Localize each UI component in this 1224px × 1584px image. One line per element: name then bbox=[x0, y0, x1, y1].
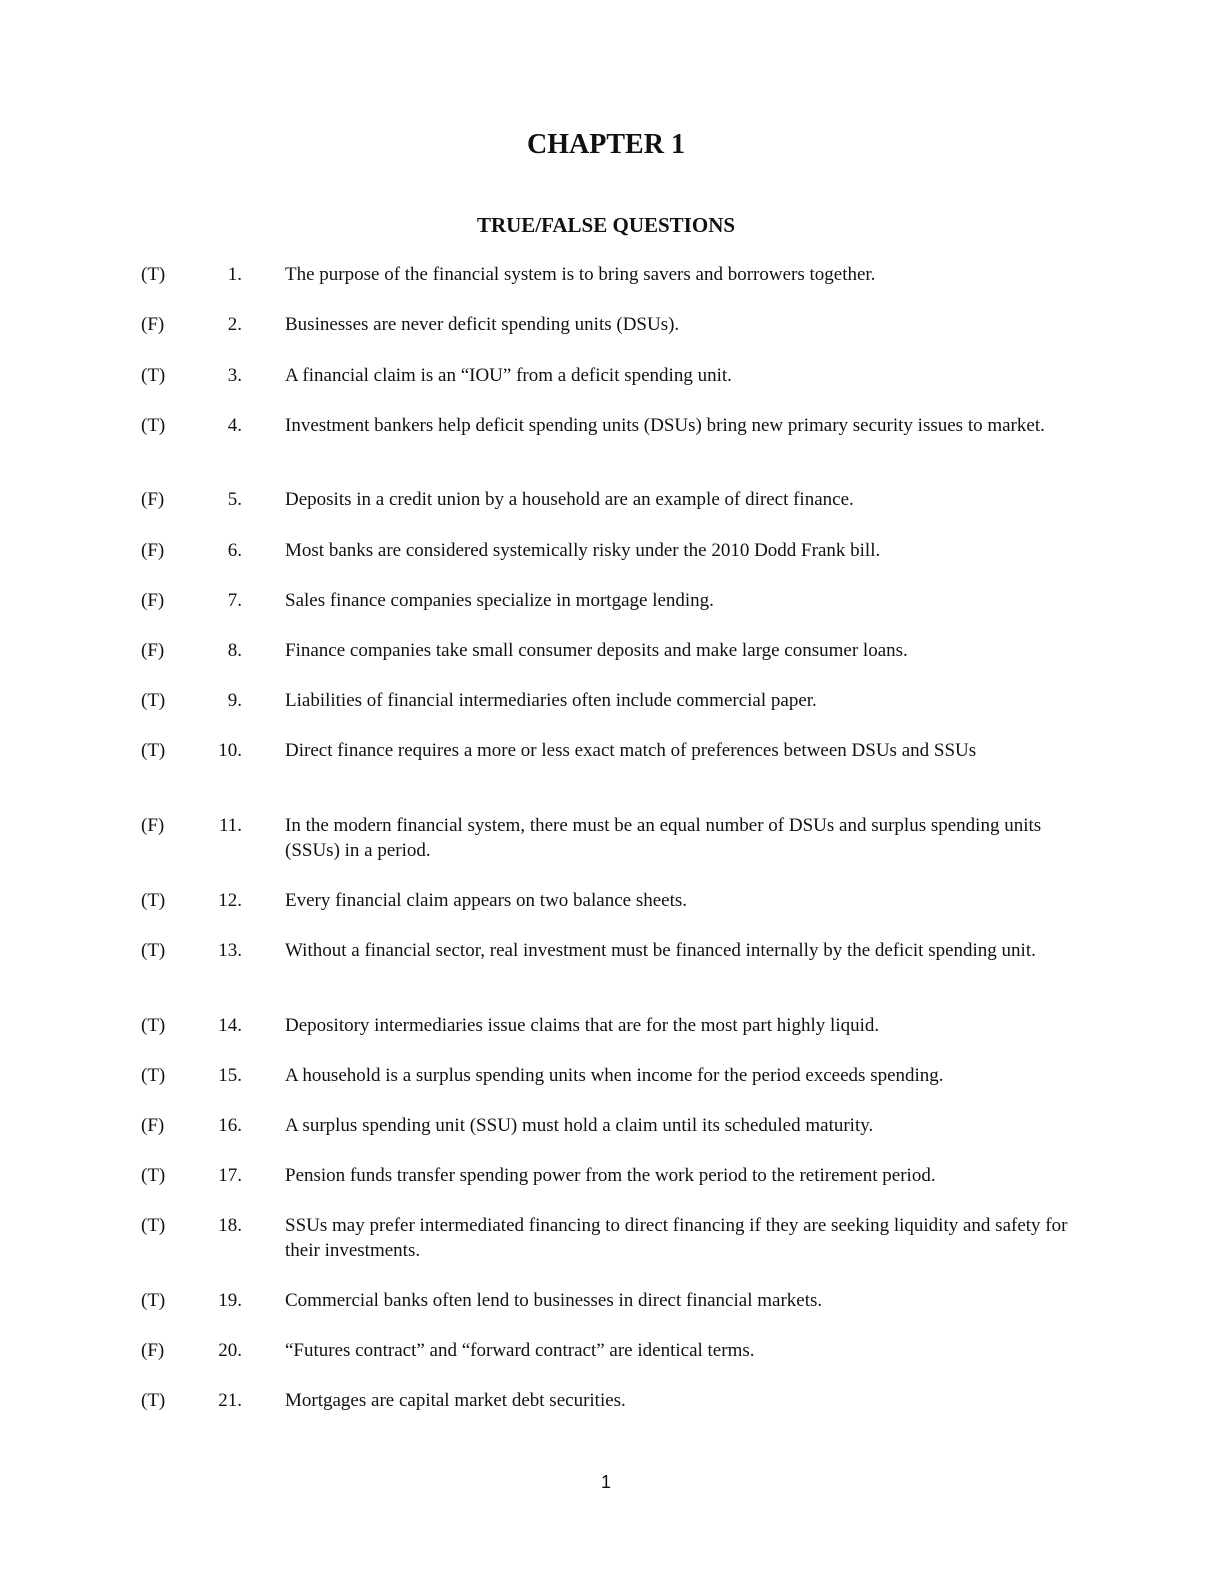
question-answer: (F) bbox=[141, 489, 165, 510]
question-number: 5. bbox=[227, 489, 242, 510]
question-text: Deposits in a credit union by a household are an example of direct finance. bbox=[285, 489, 854, 510]
question-answer: (F) bbox=[141, 1340, 165, 1361]
question-answer: (F) bbox=[141, 540, 165, 561]
question-number: 17. bbox=[218, 1165, 242, 1186]
question-number: 13. bbox=[218, 940, 242, 961]
question-answer: (T) bbox=[141, 415, 166, 436]
question-number: 21. bbox=[218, 1390, 242, 1411]
question-answer: (F) bbox=[141, 590, 165, 611]
question-number: 20. bbox=[218, 1340, 242, 1361]
question-answer: (T) bbox=[141, 365, 166, 386]
question-number: 4. bbox=[227, 415, 242, 436]
chapter-title: CHAPTER 1 bbox=[527, 129, 685, 160]
question-text: In the modern financial system, there must be an equal number of DSUs and surplus spending units (SSUs) in a period. bbox=[285, 815, 1042, 861]
question-text: Most banks are considered systemically risky under the 2010 Dodd Frank bill. bbox=[285, 540, 881, 561]
question-text: A financial claim is an “IOU” from a deficit spending unit. bbox=[285, 365, 732, 386]
question-text: Commercial banks often lend to businesses in direct financial markets. bbox=[285, 1290, 823, 1311]
question-text: A household is a surplus spending units when income for the period exceeds spending. bbox=[285, 1065, 944, 1086]
question-text: Liabilities of financial intermediaries often include commercial paper. bbox=[285, 690, 817, 711]
question-answer: (T) bbox=[141, 890, 166, 911]
question-text: Direct finance requires a more or less exact match of preferences between DSUs and SSUs bbox=[285, 740, 977, 761]
question-number: 3. bbox=[227, 365, 242, 386]
question-answer: (T) bbox=[141, 690, 166, 711]
question-text: Investment bankers help deficit spending units (DSUs) bring new primary security issues to market. bbox=[285, 415, 1045, 436]
question-text: The purpose of the financial system is to bring savers and borrowers together. bbox=[285, 264, 876, 285]
question-text: Depository intermediaries issue claims that are for the most part highly liquid. bbox=[285, 1015, 880, 1036]
question-number: 11. bbox=[218, 815, 242, 836]
question-answer: (T) bbox=[141, 1065, 166, 1086]
question-number: 15. bbox=[218, 1065, 242, 1086]
question-text: Finance companies take small consumer deposits and make large consumer loans. bbox=[285, 640, 908, 661]
question-number: 9. bbox=[227, 690, 242, 711]
question-number: 16. bbox=[218, 1115, 242, 1136]
question-text: Without a financial sector, real investment must be financed internally by the deficit spending unit. bbox=[285, 940, 1036, 961]
question-answer: (T) bbox=[141, 1290, 166, 1311]
question-number: 7. bbox=[227, 590, 242, 611]
question-answer: (T) bbox=[141, 740, 166, 761]
question-text: Businesses are never deficit spending units (DSUs). bbox=[285, 314, 680, 335]
question-answer: (T) bbox=[141, 1390, 166, 1411]
question-number: 19. bbox=[218, 1290, 242, 1311]
question-answer: (T) bbox=[141, 1015, 166, 1036]
question-number: 2. bbox=[227, 314, 242, 335]
question-text: A surplus spending unit (SSU) must hold a claim until its scheduled maturity. bbox=[285, 1115, 874, 1136]
question-answer: (T) bbox=[141, 1215, 166, 1236]
question-answer: (F) bbox=[141, 1115, 165, 1136]
question-answer: (T) bbox=[141, 264, 166, 285]
question-answer: (F) bbox=[141, 815, 165, 836]
question-number: 10. bbox=[218, 740, 242, 761]
page-number: 1 bbox=[600, 1472, 611, 1492]
question-text: “Futures contract” and “forward contract” are identical terms. bbox=[285, 1340, 755, 1361]
question-number: 8. bbox=[227, 640, 242, 661]
question-answer: (T) bbox=[141, 1165, 166, 1186]
question-answer: (T) bbox=[141, 940, 166, 961]
question-number: 14. bbox=[218, 1015, 242, 1036]
section-title: TRUE/FALSE QUESTIONS bbox=[476, 213, 736, 237]
question-answer: (F) bbox=[141, 640, 165, 661]
question-number: 18. bbox=[218, 1215, 242, 1236]
question-number: 6. bbox=[227, 540, 242, 561]
question-number: 1. bbox=[227, 264, 242, 285]
question-text: Every financial claim appears on two balance sheets. bbox=[285, 890, 687, 911]
question-answer: (F) bbox=[141, 314, 165, 335]
question-number: 12. bbox=[218, 890, 242, 911]
question-text: Sales finance companies specialize in mortgage lending. bbox=[285, 590, 714, 611]
question-text: Pension funds transfer spending power from the work period to the retirement period. bbox=[285, 1165, 936, 1186]
question-text: Mortgages are capital market debt securities. bbox=[285, 1390, 626, 1411]
question-text: SSUs may prefer intermediated financing to direct financing if they are seeking liquidity and safety for their investments. bbox=[285, 1215, 1068, 1261]
